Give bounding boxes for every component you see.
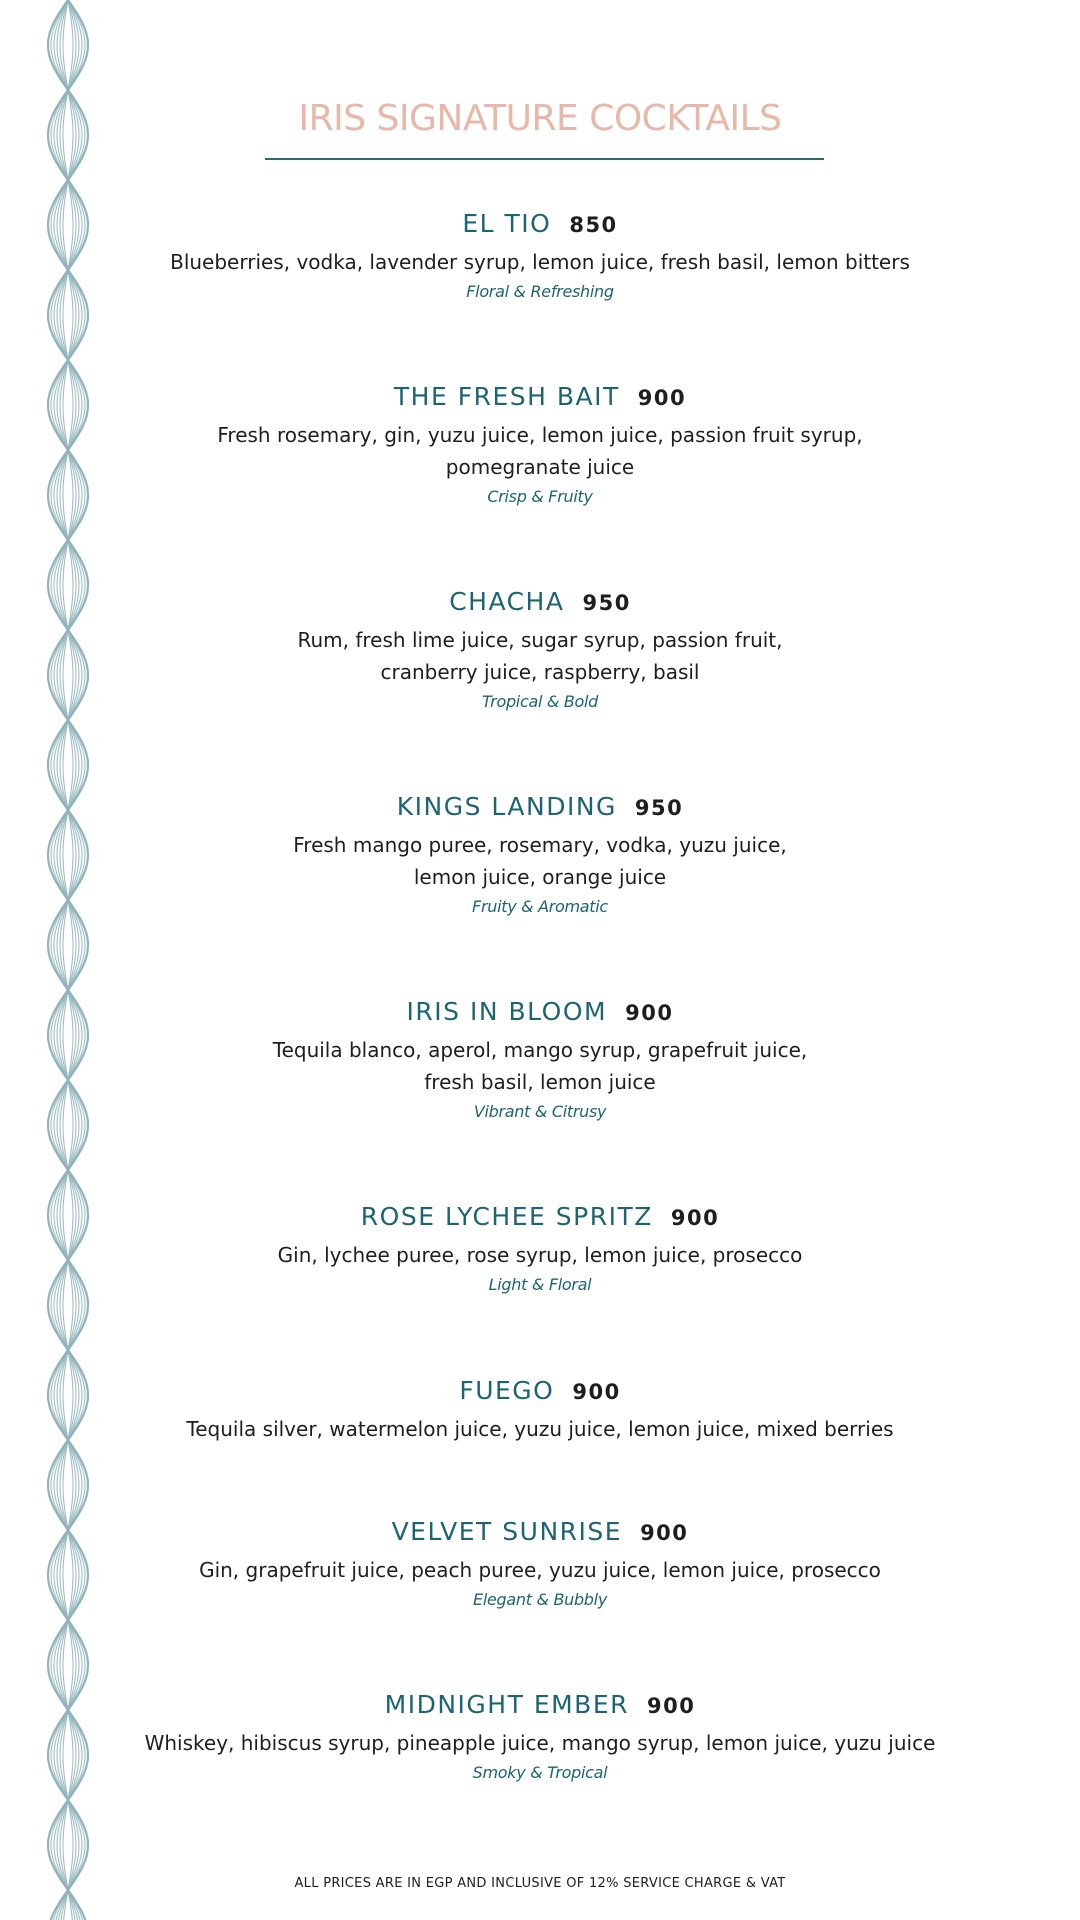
item-description: Gin, grapefruit juice, peach puree, yuzu juice, lemon juice, prosecco <box>199 1558 881 1582</box>
item-description: Gin, lychee puree, rose syrup, lemon juice, prosecco <box>277 1243 803 1267</box>
item-flavor-note: Floral & Refreshing <box>466 282 614 301</box>
item-name: VELVET SUNRISE <box>391 1517 623 1546</box>
item-price: 900 <box>647 1694 696 1718</box>
item-name: IRIS IN BLOOM <box>406 997 608 1026</box>
item-name: FUEGO <box>459 1376 555 1405</box>
menu-item-kings-landing <box>130 789 950 919</box>
item-flavor-note: Fruity & Aromatic <box>472 897 608 916</box>
item-description: Blueberries, vodka, lavender syrup, lemon juice, fresh basil, lemon bitters <box>170 250 910 274</box>
item-description: Fresh mango puree, rosemary, vodka, yuzu juice, lemon juice, orange juice <box>293 833 787 889</box>
item-name: THE FRESH BAIT <box>393 382 620 411</box>
item-price: 900 <box>625 1001 674 1025</box>
item-name: ROSE LYCHEE SPRITZ <box>360 1202 653 1231</box>
menu-item-the-fresh-bait <box>130 379 950 509</box>
item-name: CHACHA <box>449 587 565 616</box>
menu-item-el-tio <box>130 206 950 304</box>
price-disclaimer: ALL PRICES ARE IN EGP AND INCLUSIVE OF 12% SERVICE CHARGE & VAT <box>294 1876 786 1891</box>
item-description: Tequila silver, watermelon juice, yuzu juice, lemon juice, mixed berries <box>186 1417 894 1441</box>
menu-item-velvet-sunrise <box>130 1514 950 1612</box>
item-flavor-note: Tropical & Bold <box>481 692 599 711</box>
item-price: 900 <box>670 1206 720 1230</box>
menu-item-midnight-ember <box>130 1687 950 1785</box>
item-flavor-note: Light & Floral <box>488 1275 592 1294</box>
item-flavor-note: Vibrant & Citrusy <box>473 1102 607 1121</box>
menu-item-fuego <box>130 1373 950 1445</box>
item-flavor-note: Smoky & Tropical <box>472 1763 608 1782</box>
item-price: 900 <box>572 1380 621 1404</box>
item-name: KINGS LANDING <box>396 792 617 821</box>
item-price: 950 <box>582 591 631 615</box>
item-price: 900 <box>637 386 687 410</box>
menu-item-iris-in-bloom <box>130 994 950 1124</box>
item-price: 850 <box>569 213 618 237</box>
item-price: 950 <box>634 796 684 820</box>
item-price: 900 <box>640 1521 689 1545</box>
wave-border-decoration <box>30 0 110 1920</box>
menu-item-rose-lychee-spritz <box>130 1199 950 1297</box>
item-description: Tequila blanco, aperol, mango syrup, grapefruit juice, fresh basil, lemon juice <box>272 1038 808 1094</box>
menu-item-chacha <box>130 584 950 714</box>
item-flavor-note: Elegant & Bubbly <box>473 1590 607 1609</box>
wave-strand <box>48 0 88 1920</box>
item-description: Whiskey, hibiscus syrup, pineapple juice, mango syrup, lemon juice, yuzu juice <box>144 1731 936 1755</box>
wave-strand <box>48 0 88 1920</box>
item-description: Rum, fresh lime juice, sugar syrup, passion fruit, cranberry juice, raspberry, basil <box>297 628 783 684</box>
title-divider <box>265 158 824 160</box>
item-name: MIDNIGHT EMBER <box>384 1690 629 1719</box>
item-flavor-note: Crisp & Fruity <box>487 487 593 506</box>
item-description: Fresh rosemary, gin, yuzu juice, lemon juice, passion fruit syrup, pomegranate juice <box>217 423 863 479</box>
item-name: EL TIO <box>462 209 552 238</box>
menu-title: IRIS SIGNATURE COCKTAILS <box>298 98 782 139</box>
